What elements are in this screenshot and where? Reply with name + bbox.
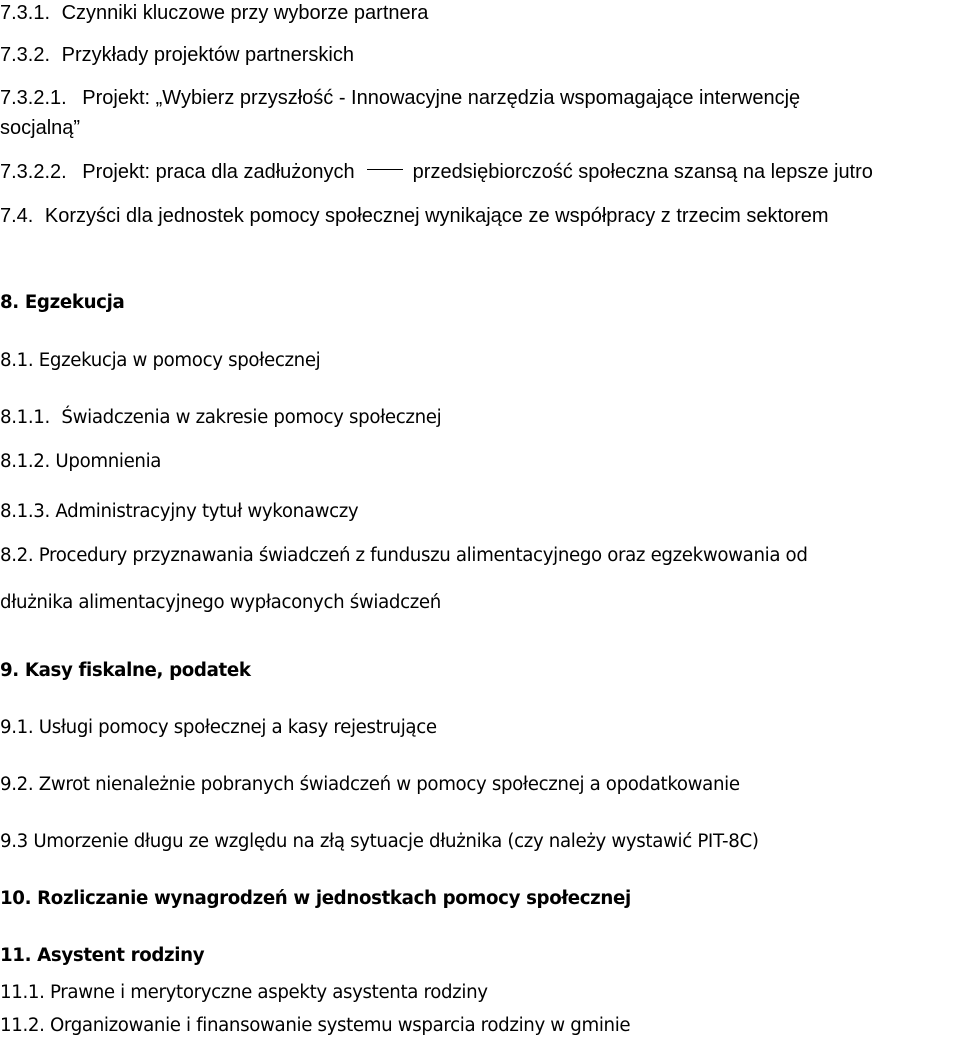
section-title-continuation: socjalną”	[0, 117, 81, 139]
section-number: 7.3.1.	[0, 2, 51, 24]
section-title: Czynniki kluczowe przy wyborze partnera	[61, 2, 429, 24]
section-number: 9.3	[0, 831, 28, 852]
toc-entry-7-3-2-1-continuation	[0, 118, 80, 138]
section-number: 8.1.	[0, 350, 34, 371]
toc-entry-11-2	[0, 1017, 630, 1035]
section-title: Administracyjny tytuł wykonawczy	[55, 501, 359, 522]
section-title: Asystent rodziny	[37, 945, 205, 966]
toc-entry-7-3-2-1	[0, 88, 800, 108]
section-number: 8.1.1.	[0, 407, 50, 428]
toc-entry-11-1	[0, 984, 488, 1002]
section-number: 7.4.	[0, 205, 34, 227]
section-title-continuation: dłużnika alimentacyjnego wypłaconych świadczeń	[0, 592, 441, 613]
section-title: Rozliczanie wynagrodzeń w jednostkach pomocy społecznej	[37, 888, 631, 909]
section-title: Korzyści dla jednostek pomocy społecznej wynikające ze współpracy z trzecim sektorem	[44, 205, 829, 227]
toc-entry-9-3	[0, 833, 759, 851]
toc-entry-8-1	[0, 352, 320, 370]
toc-entry-8-2-continuation	[0, 594, 441, 612]
toc-entry-8-1-3	[0, 503, 358, 521]
section-number: 7.3.2.2.	[0, 161, 67, 183]
section-title: Procedury przyznawania świadczeń z funduszu alimentacyjnego oraz egzekwowania od	[38, 545, 808, 566]
section-number: 8.1.2.	[0, 451, 50, 472]
section-number: 9.1.	[0, 717, 34, 738]
toc-entry-11	[0, 947, 204, 965]
section-number: 9.	[0, 660, 19, 681]
section-number: 7.3.2.	[0, 44, 51, 66]
section-title: Upomnienia	[55, 451, 162, 472]
section-number: 8.1.3.	[0, 501, 50, 522]
toc-entry-8-1-1	[0, 409, 441, 427]
toc-entry-9-1	[0, 719, 437, 737]
section-title: Usługi pomocy społecznej a kasy rejestrujące	[38, 717, 437, 738]
section-title: Projekt: praca dla zadłużonych	[82, 161, 355, 183]
section-number: 11.2.	[0, 1015, 45, 1036]
section-title: Prawne i merytoryczne aspekty asystenta rodziny	[49, 982, 488, 1003]
section-title: Świadczenia w zakresie pomocy społecznej	[61, 407, 442, 428]
toc-entry-7-3-2-2	[0, 162, 873, 182]
section-title: Projekt: „Wybierz przyszłość - Innowacyjne narzędzia wspomagające interwencję	[82, 87, 801, 109]
toc-entry-10	[0, 890, 631, 908]
toc-entry-7-4	[0, 206, 829, 226]
section-title: Umorzenie długu ze względu na złą sytuacje dłużnika (czy należy wystawić PIT-8C)	[33, 831, 759, 852]
section-number: 10.	[0, 888, 32, 909]
toc-entry-8-2	[0, 547, 808, 565]
section-title: Kasy fiskalne, podatek	[24, 660, 251, 681]
section-number: 8.2.	[0, 545, 34, 566]
section-title: Zwrot nienależnie pobranych świadczeń w pomocy społecznej a opodatkowanie	[38, 774, 740, 795]
section-number: 7.3.2.1.	[0, 87, 67, 109]
section-subtitle: przedsiębiorczość społeczna szansą na lepsze jutro	[412, 161, 873, 183]
toc-entry-9-2	[0, 776, 740, 794]
section-number: 11.1.	[0, 982, 45, 1003]
section-number: 8.	[0, 292, 19, 313]
toc-entry-8	[0, 294, 124, 312]
section-title: Egzekucja	[24, 292, 125, 313]
section-title: Przykłady projektów partnerskich	[61, 44, 354, 66]
section-number: 9.2.	[0, 774, 34, 795]
toc-entry-9	[0, 662, 251, 680]
toc-entry-7-3-1	[0, 3, 428, 23]
section-number: 11.	[0, 945, 32, 966]
toc-entry-8-1-2	[0, 453, 161, 471]
toc-entry-7-3-2	[0, 45, 354, 65]
em-dash-separator	[367, 169, 403, 170]
section-title: Egzekucja w pomocy społecznej	[38, 350, 321, 371]
section-title: Organizowanie i finansowanie systemu wsparcia rodziny w gminie	[49, 1015, 631, 1036]
